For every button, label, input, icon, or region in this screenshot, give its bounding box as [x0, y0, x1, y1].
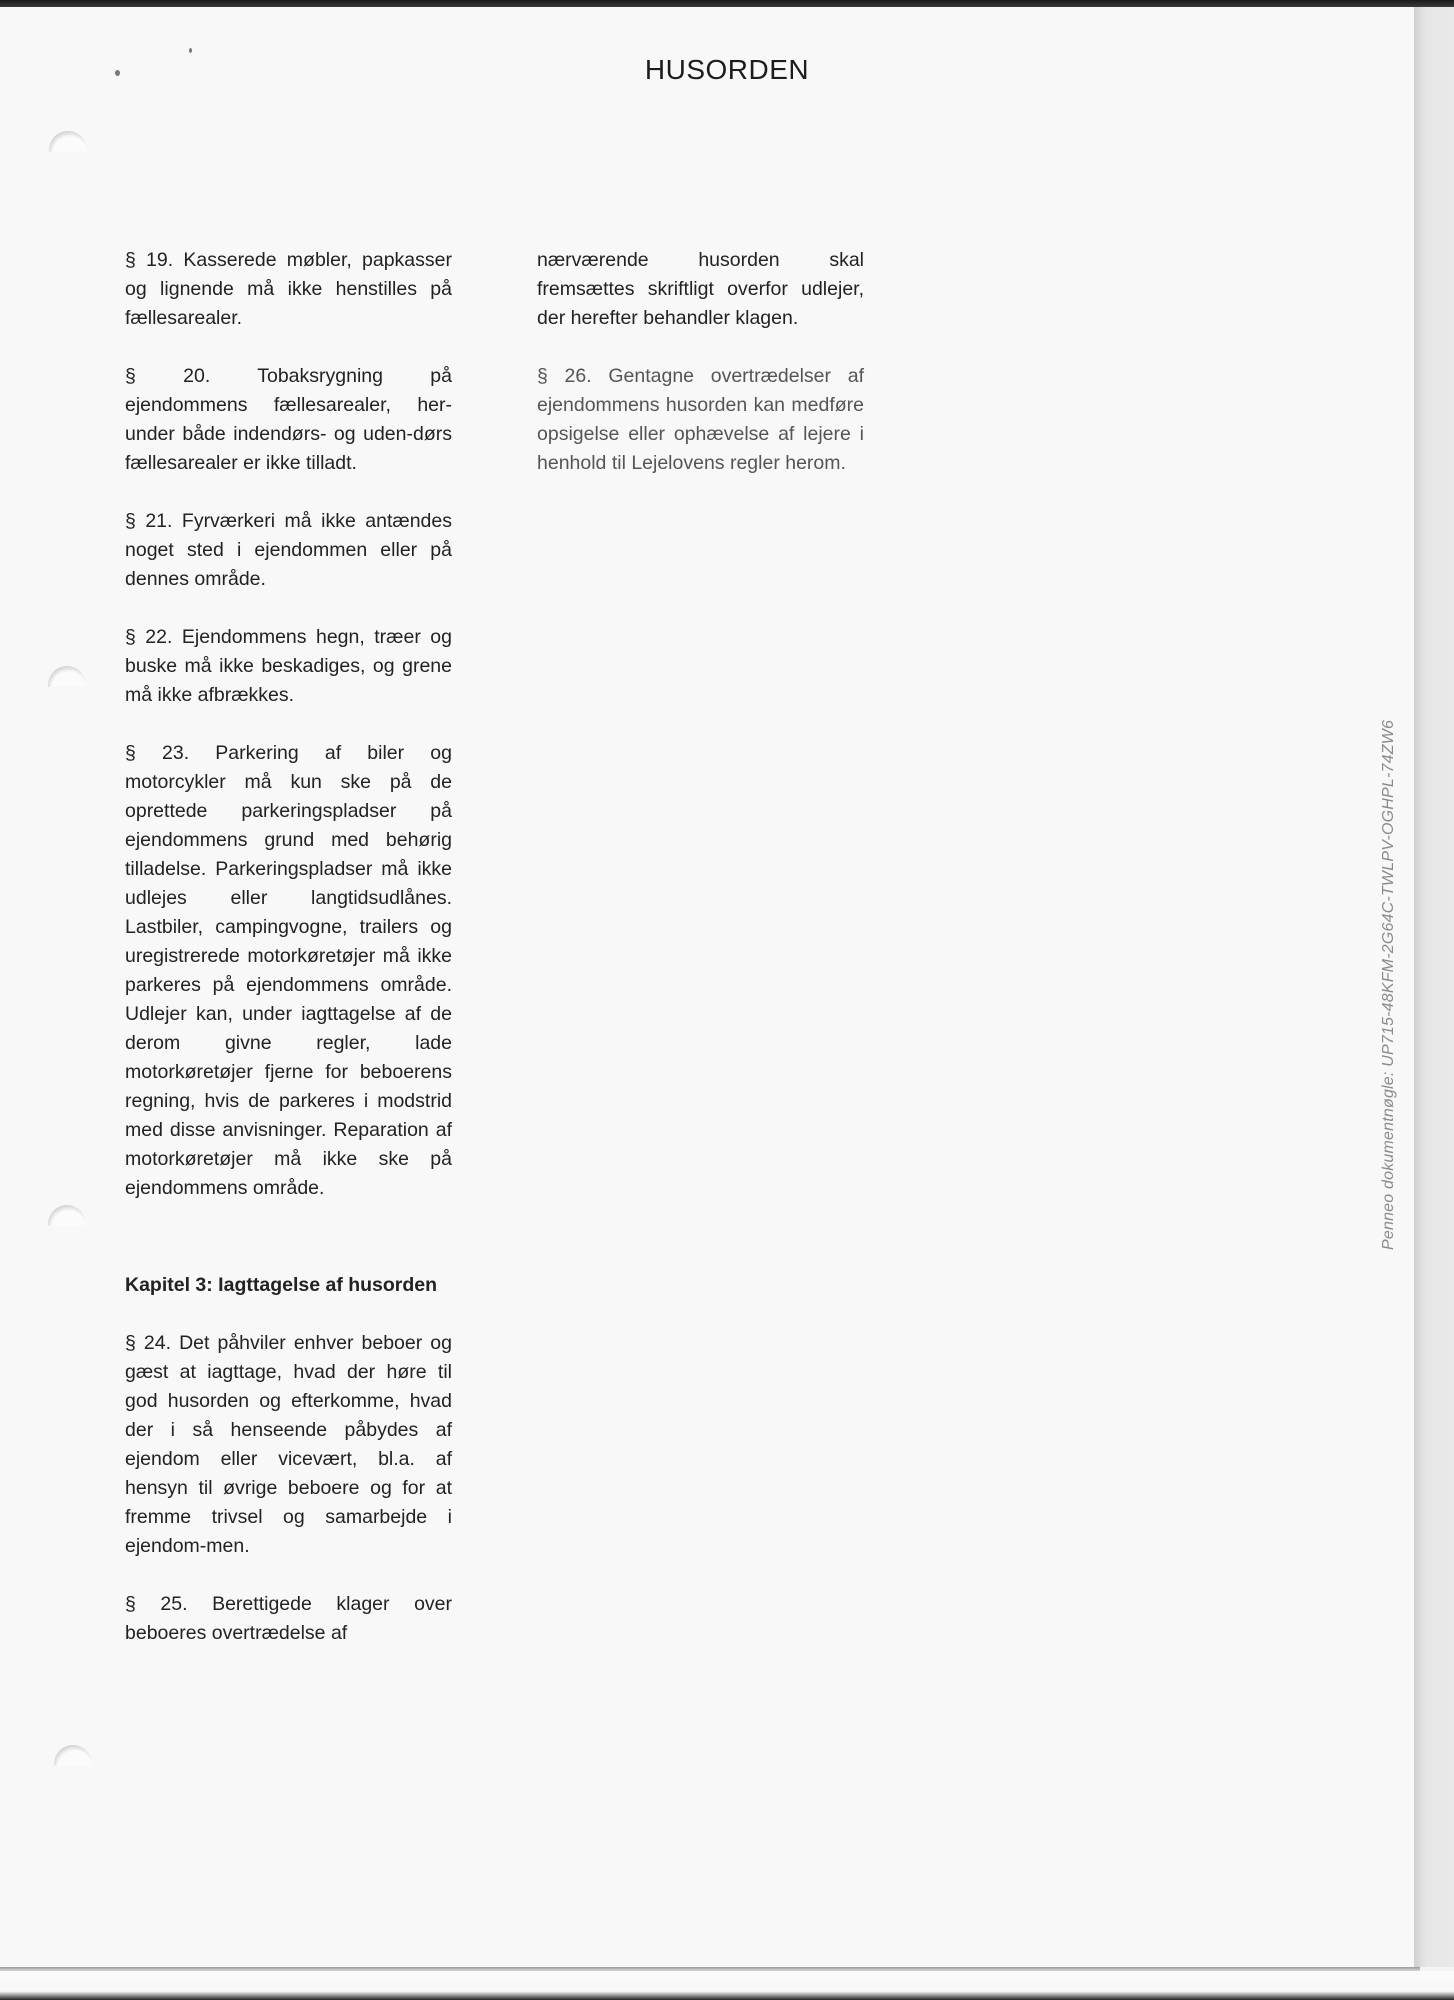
chapter-heading: Kapitel 3: Iagttagelse af husorden [125, 1274, 438, 1296]
paragraph-23: § 23. Parkering af biler og motorcykler må kun ske på de oprettede parkeringspladser på ejendommens grund med behørig tilladelse. Parkeringspladser må ikke udlejes eller langtidsudlånes. Lastbiler, campingvogne, trailers og uregistrerede motorkøretøjer må ikke parkeres på ejendommens område. Udlejer kan, under iagttagelse af de derom givne regler, lade motorkøretøjer fjerne for beboerens regning, hvis de parkeres i modstrid med disse anvisninger. Reparation af motorkøretøjer må ikke ske på ejendommens område. [125, 742, 452, 1199]
scan-bottom-band [0, 1971, 1454, 2000]
paragraph-24: § 24. Det påhviler enhver beboer og gæst at iagttage, hvad der høre til god husorden og efterkomme, hvad der i så henseende påbydes af ejendom eller vicevært, bl.a. af hensyn til øvrige beboere og for at fremme trivsel og samarbejde i ejendom-men. [125, 1332, 452, 1557]
paragraph-26: § 26. Gentagne overtrædelser af ejendommens husorden kan medføre opsigelse eller ophævelse af lejere i henhold til Lejelovens regler herom. [537, 365, 864, 474]
penneo-document-key: Penneo dokumentnøgle: UP715-48KFM-2G64C-TWLPV-OGHPL-74ZW6 [1380, 719, 1397, 1250]
page-title: HUSORDEN [644, 54, 810, 85]
paragraph-25-continued: nærværende husorden skal fremsættes skriftligt overfor udlejer, der herefter behandler klagen. [537, 249, 864, 329]
paragraph-20: § 20. Tobaksrygning på ejendommens fællesarealer, her-under både indendørs- og uden-dørs fællesarealer er ikke tilladt. [125, 365, 452, 474]
paragraph-19: § 19. Kasserede møbler, papkasser og lignende må ikke henstilles på fællesarealer. [125, 249, 452, 329]
paragraph-21: § 21. Fyrværkeri må ikke antændes noget sted i ejendommen eller på dennes område. [125, 510, 452, 590]
scan-right-margin [1414, 7, 1454, 1967]
right-column [537, 246, 864, 507]
scan-speck [189, 48, 192, 53]
scan-top-edge [0, 0, 1454, 7]
left-column [125, 246, 452, 1677]
paragraph-25: § 25. Berettigede klager over beboeres overtrædelse af [125, 1593, 452, 1644]
paragraph-22: § 22. Ejendommens hegn, træer og buske må ikke beskadiges, og grene må ikke afbrækkes. [125, 626, 452, 706]
